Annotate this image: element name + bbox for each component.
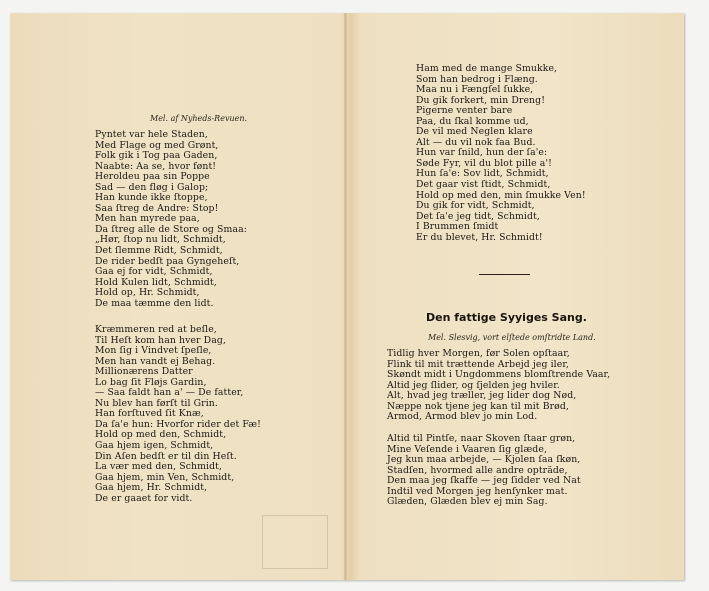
verse-line: Heroldeu paa sin Poppe	[95, 171, 210, 183]
verse-line: Stadſen, hvormed alle andre opträde,	[387, 464, 568, 476]
stanza-4	[387, 349, 610, 423]
verse-line: Millionærens Datter	[95, 366, 193, 378]
verse-line: Hold op med den, min ſmukke Ven!	[416, 189, 586, 201]
verse-line: Sad — den fløg i Galop;	[95, 181, 209, 193]
verse-line: Gaa hjem, Hr. Schmidt,	[95, 482, 208, 494]
stanza-3	[416, 64, 586, 243]
verse-line: Jeg kun maa arbejde, — Kjolen ſaa ſkøn,	[387, 454, 581, 466]
verse-line: Folk gik i Tog paa Gaden,	[95, 150, 218, 162]
stanza-5	[387, 434, 581, 508]
verse-line: Kræmmeren red at beſle,	[95, 324, 217, 335]
verse-line: Det gaar vist ſtidt, Schmidt,	[416, 179, 551, 191]
verse-line: I Brummen ſmidt	[416, 221, 499, 233]
verse-line: Han forſtuved ſit Knæ,	[95, 408, 204, 420]
verse-line: Saa ſtreg de Andre: Stop!	[95, 202, 219, 214]
song-title: Den fattige Syyiges Sang.	[426, 311, 587, 324]
verse-line: Som han bedrog i Flæng.	[416, 73, 538, 85]
verse-line: Til Heſt kom han hver Dag,	[95, 334, 226, 346]
verse-line: Naabte: Aa se, hvor fønt!	[95, 160, 217, 172]
verse-line: Den maa jeg ſkaffe — jeg ſidder ved Nat	[387, 475, 581, 487]
verse-line: Lo bag ſit Fløjs Gardin,	[95, 376, 207, 388]
verse-line: Det ſlemme Ridt, Schmidt,	[95, 245, 223, 257]
verse-line: Altid til Pintſe, naar Skoven ſtaar grøn,	[387, 433, 576, 444]
verse-line: Maa nu i Fængſel ſukke,	[416, 84, 534, 96]
verse-line: — Saa faldt han a' — De fatter,	[95, 387, 244, 399]
verse-line: Ham med de mange Smukke,	[416, 63, 558, 74]
verse-line: Hun ſa'e: Sov lidt, Schmidt,	[416, 168, 549, 180]
show-through-heading-1	[61, 50, 73, 85]
verse-line: Men han vandt ej Behag.	[95, 355, 216, 367]
verse-line: Du gik forkert, min Dreng!	[416, 94, 546, 106]
verse-line: Da ſtreg alle de Store og Smaa:	[95, 223, 247, 235]
right-melody-note: Mel. Slesvig, vort elſtede omſtridte Land.	[428, 333, 596, 342]
verse-line: Paa, du ſkal komme ud,	[416, 115, 529, 127]
verse-line: Da ſa'e hun: Hvorfor rider det Fæ!	[95, 418, 261, 430]
verse-line: De vil med Neglen klare	[416, 126, 533, 138]
verse-line: Gaa hjem igen, Schmidt,	[95, 440, 214, 452]
verse-line: Med Flage og med Grønt,	[95, 139, 219, 151]
verse-line: Næppe nok tjene jeg kan til mit Brød,	[387, 400, 569, 412]
verse-line: Mon ſig i Vindvet ſpeſle,	[95, 345, 212, 357]
section-divider	[479, 274, 530, 275]
verse-line: „Hør, ſtop nu lidt, Schmidt,	[95, 234, 226, 246]
verse-line: Flink til mit trættende Arbejd jeg iler,	[387, 358, 569, 370]
center-fold	[344, 13, 347, 580]
verse-line: Er du blevet, Hr. Schmidt!	[416, 231, 543, 243]
left-melody-note: Mel. af Nyheds-Revuen.	[150, 114, 248, 123]
verse-line: Hold op, Hr. Schmidt,	[95, 287, 200, 299]
verse-line: Glæden, Glæden blev ej min Sag.	[387, 496, 548, 508]
verse-line: De maa tæmme den lidt.	[95, 297, 214, 309]
stanza-1	[95, 130, 247, 309]
verse-line: Søde Fyr, vil du blot pille a'!	[416, 157, 552, 169]
verse-line: Pigerne venter bare	[416, 105, 513, 117]
verse-line: Nu blev han førſt til Grin.	[95, 397, 218, 409]
verse-line: Alt, hvad jeg træller, jeg lider dog Nød,	[387, 390, 577, 402]
verse-line: Armod, Armod blev jo min Lod.	[387, 411, 538, 423]
verse-line: Tidlig hver Morgen, før Solen opſtaar,	[387, 348, 570, 359]
verse-line: Pyntet var hele Staden,	[95, 129, 208, 140]
stanza-2	[95, 325, 261, 504]
verse-line: Hold Kulen lidt, Schmidt,	[95, 276, 217, 288]
verse-line: Indtil ved Morgen jeg henſynker mat.	[387, 485, 568, 497]
verse-line: Hun var ſnild, hun der ſa'e:	[416, 147, 548, 159]
verse-line: Alt — du vil nok faa Bud.	[416, 136, 536, 148]
verse-line: Han kunde ikke ſtoppe,	[95, 192, 208, 204]
verse-line: Du gik for vidt, Schmidt,	[416, 200, 535, 212]
verse-line: La vær med den, Schmidt,	[95, 461, 223, 473]
verse-line: De er gaaet for vidt.	[95, 492, 193, 504]
verse-line: De rider bedſt paa Gyngeheſt,	[95, 255, 240, 267]
verse-line: Gaa ej for vidt, Schmidt,	[95, 266, 213, 278]
verse-line: Mine Veſende i Vaaren ſig glæde,	[387, 443, 547, 455]
show-through-stamp	[262, 515, 328, 569]
verse-line: Din Aſen bedſt er til din Heſt.	[95, 450, 237, 462]
verse-line: Skøndt midt i Ungdommens blomſtrende Vaar,	[387, 369, 611, 381]
verse-line: Det ſa'e jeg tidt, Schmidt,	[416, 210, 540, 222]
verse-line: Men han myrede paa,	[95, 213, 200, 225]
verse-line: Gaa hjem, min Ven, Schmidt,	[95, 471, 235, 483]
verse-line: Hold op med den, Schmidt,	[95, 429, 227, 441]
verse-line: Altid jeg ſlider, og ſjelden jeg hviler.	[387, 379, 560, 391]
